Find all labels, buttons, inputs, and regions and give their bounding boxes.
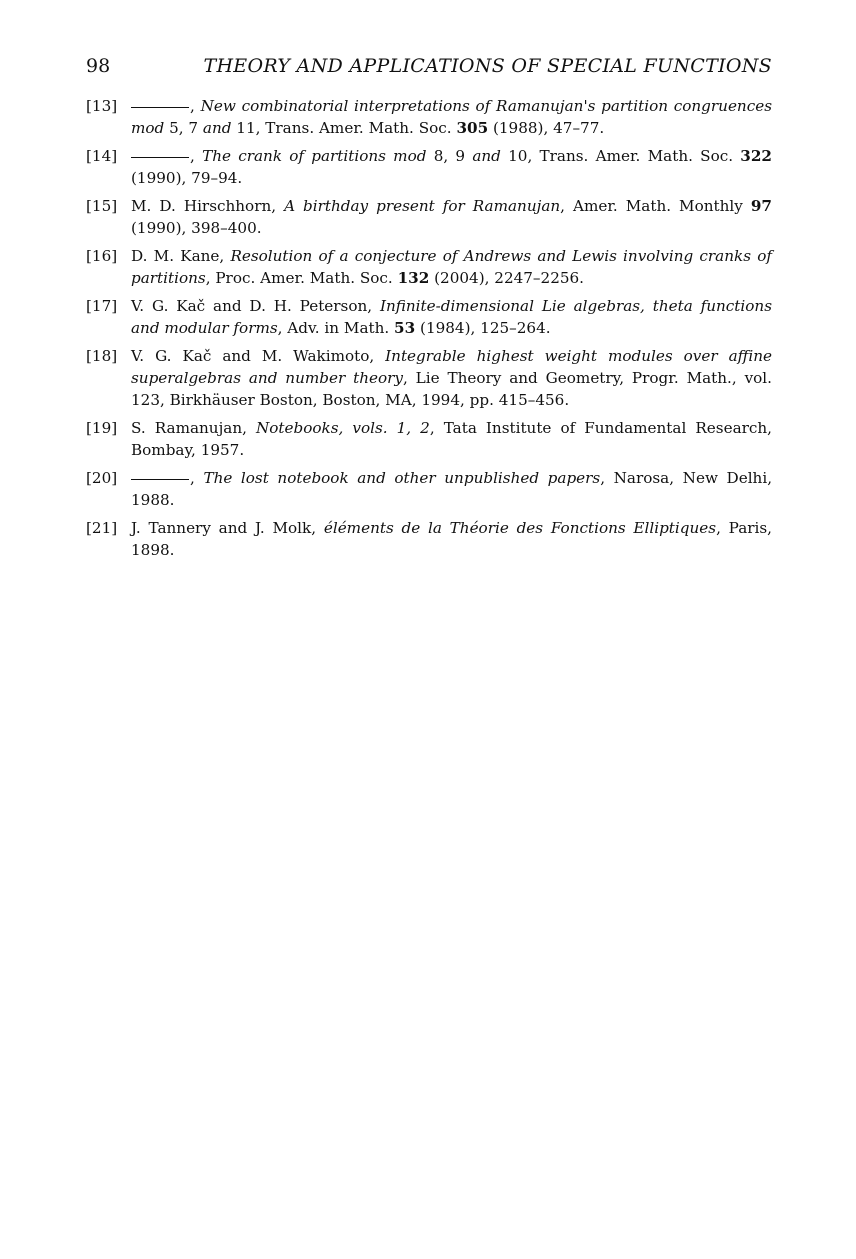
page-number: 98 (86, 55, 111, 77)
reference-detail: , Lie Theory and Geometry, Progr. Math., vol. 123, Birkhäuser Boston, Boston, MA, 1994, pp. 415–456. (131, 369, 772, 409)
reference-volume: 305 (456, 119, 489, 137)
reference-label: [19] (86, 419, 118, 437)
reference-title: A birthday present for Ramanujan (284, 197, 561, 215)
reference-journal: , Proc. Amer. Math. Soc. (205, 269, 398, 287)
reference-authors: D. M. Kane, (131, 247, 231, 265)
reference-volume: 322 (740, 147, 772, 165)
reference-journal: , Amer. Math. Monthly (560, 197, 751, 215)
reference-entry (86, 417, 772, 461)
reference-entry: [13] , New combinatorial interpretations of Ramanujan's partition congruences mod 5, 7 and 11, Trans. Amer. Math. Soc. 305 (1988), 47–77. (86, 97, 772, 137)
reference-journal: 11, Trans. Amer. Math. Soc. (231, 119, 457, 137)
reference-title: and (202, 119, 232, 137)
reference-label: [14] (86, 147, 118, 165)
reference-journal: , Adv. in Math. (277, 319, 395, 337)
reference-label: [18] (86, 347, 118, 365)
reference-title: éléments de la Théorie des Fonctions Elliptiques (323, 519, 717, 537)
reference-label: [20] (86, 469, 118, 487)
reference-title: Infinite-dimensional Lie algebras, theta functions and modular forms (131, 297, 772, 337)
reference-list (86, 95, 772, 567)
reference-detail: (1988), 47–77. (488, 119, 605, 137)
reference-detail: (1990), 79–94. (131, 169, 243, 187)
reference-volume: 132 (397, 269, 430, 287)
reference-detail: 8, 9 (426, 147, 473, 165)
reference-title: The crank of partitions mod (202, 147, 427, 165)
reference-detail: (1984), 125–264. (415, 319, 551, 337)
reference-authors: V. G. Kač and D. H. Peterson, (131, 297, 380, 315)
repeated-author-dash (131, 107, 189, 108)
reference-authors: S. Ramanujan, (131, 419, 256, 437)
reference-entry: [20] , The lost notebook and other unpublished papers, Narosa, New Delhi, 1988. (86, 469, 773, 509)
reference-title: and (472, 147, 501, 165)
reference-detail: (1990), 398–400. (131, 219, 262, 237)
page-header (86, 52, 772, 80)
reference-label: [15] (86, 197, 118, 215)
reference-volume: 97 (750, 197, 772, 215)
reference-authors: J. Tannery and J. Molk, (131, 519, 324, 537)
reference-journal: 10, Trans. Amer. Math. Soc. (500, 147, 741, 165)
reference-label: [17] (86, 297, 118, 315)
reference-detail: , Narosa, New Delhi, 1988. (131, 469, 773, 509)
reference-label: [13] (86, 97, 118, 115)
reference-title: Resolution of a conjecture of Andrews and Lewis involving cranks of partitions (131, 247, 772, 287)
reference-detail: (2004), 2247–2256. (429, 269, 585, 287)
reference-authors: V. G. Kač and M. Wakimoto, (131, 347, 386, 365)
repeated-author-dash (131, 479, 189, 480)
reference-entry (86, 345, 772, 411)
reference-entry (86, 295, 772, 339)
reference-authors: M. D. Hirschhorn, (131, 197, 285, 215)
running-title: THEORY AND APPLICATIONS OF SPECIAL FUNCTIONS (203, 55, 772, 77)
reference-entry (86, 517, 772, 561)
reference-label: [16] (86, 247, 118, 265)
reference-title: The lost notebook and other unpublished papers (203, 469, 601, 487)
reference-entry (86, 195, 772, 239)
reference-detail: , Tata Institute of Fundamental Research, Bombay, 1957. (131, 419, 773, 459)
reference-title: Notebooks, vols. 1, 2 (256, 419, 430, 437)
repeated-author-dash (131, 157, 189, 158)
reference-label: [21] (86, 519, 118, 537)
reference-volume: 53 (394, 319, 416, 337)
reference-entry (86, 245, 772, 289)
reference-title: Integrable highest weight modules over affine superalgebras and number theory (131, 347, 773, 387)
reference-detail: 5, 7 (164, 119, 203, 137)
reference-title: New combinatorial interpretations of Ramanujan's partition congruences mod (131, 97, 772, 137)
reference-entry: [14] , The crank of partitions mod 8, 9 and 10, Trans. Amer. Math. Soc. 322 (1990), 79–94. (86, 147, 772, 187)
reference-detail: , Paris, 1898. (131, 519, 772, 559)
